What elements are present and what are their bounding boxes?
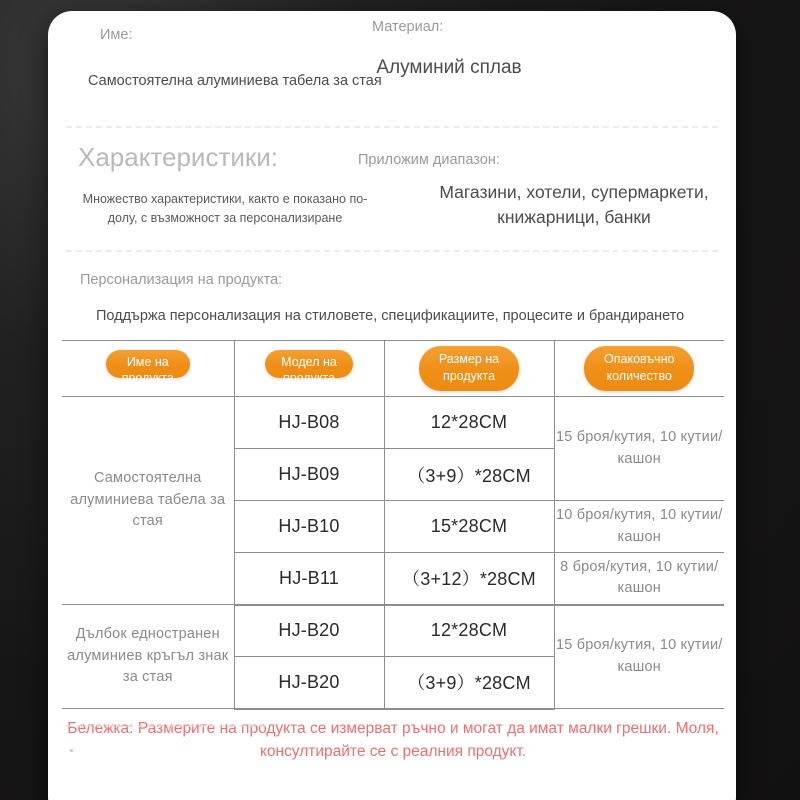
customization-label: Персонализация на продукта: (80, 272, 283, 288)
cell-category: Самостоятелна алуминиева табела за стая (62, 397, 234, 605)
table-row (62, 397, 724, 449)
cell-size: 12*28CM (384, 605, 554, 657)
cell-size: 15*28CM (384, 501, 554, 553)
header-pill-product-model (265, 350, 353, 386)
header-pill-line2: продукта (121, 371, 174, 386)
footer-note-text: Бележка: Размерите на продукта се измерват ръчно и могат да имат малки грешки. Моля, консултирайте се с реалния продукт. (67, 719, 719, 760)
cell-size: （3+9）*28CM (384, 449, 554, 501)
header-pill-line2: продукта (282, 371, 336, 386)
header-pill-line1: Име на (126, 354, 169, 369)
cell-model: HJ-B08 (234, 397, 384, 449)
table-header (62, 341, 724, 397)
ghost-dot (70, 749, 73, 752)
cell-model: HJ-B10 (234, 501, 384, 553)
features-range-section (62, 128, 722, 250)
header-cell-package-quantity (554, 341, 724, 397)
customization-section (62, 252, 722, 340)
cell-category: Дълбок едностранен алуминиев кръгъл знак за стая (62, 605, 234, 709)
cell-package-quantity: 15 броя/кутия, 10 кутии/кашон (554, 605, 724, 709)
header-pill-package-quantity (584, 346, 694, 391)
header-pill-line1: Опаковъчно (604, 352, 675, 367)
features-text: Множество характеристики, както е показано по-долу, с възможност за персонализиране (82, 192, 368, 226)
cell-package-quantity: 10 броя/кутия, 10 кутии/кашон (554, 501, 724, 553)
header-pill-product-name (106, 350, 190, 386)
cell-package-quantity: 8 броя/кутия, 10 кутии/кашон (554, 553, 724, 605)
name-label: Име: (100, 27, 133, 43)
name-value: Самостоятелна алуминиева табела за стая (88, 73, 382, 89)
header-pill-line2: продукта (442, 369, 496, 383)
range-label: Приложим диапазон: (358, 152, 500, 168)
header-pill-product-size (419, 346, 519, 391)
cell-model: HJ-B11 (234, 553, 384, 605)
header-pill-line2: количество (606, 369, 672, 383)
material-value: Алуминий сплав (376, 57, 522, 78)
ghost-dashed-line (66, 725, 266, 727)
footer-note (62, 717, 724, 764)
name-material-section (62, 11, 722, 126)
material-label: Материал: (372, 19, 444, 35)
cell-size: 12*28CM (384, 397, 554, 449)
cell-model: HJ-B20 (234, 605, 384, 657)
header-pill-line1: Модел на (281, 354, 337, 369)
header-pill-line1: Размер на (438, 352, 500, 367)
specification-table (62, 340, 724, 710)
product-spec-card (48, 11, 736, 800)
header-cell-product-name (62, 341, 234, 397)
cell-package-quantity: 15 броя/кутия, 10 кутии/кашон (554, 397, 724, 501)
table-header-row (62, 341, 724, 397)
header-cell-product-model (234, 341, 384, 397)
features-title: Характеристики: (78, 142, 279, 172)
cell-size: （3+12）*28CM (384, 553, 554, 605)
range-value: Магазини, хотели, супермаркети, книжарници, банки (439, 182, 709, 228)
cell-size: （3+9）*28CM (384, 657, 554, 709)
table-row (62, 605, 724, 657)
customization-value: Поддържа персонализация на стиловете, спецификациите, процесите и брандирането (96, 308, 685, 324)
table-body (62, 397, 724, 709)
cell-model: HJ-B20 (234, 657, 384, 709)
cell-model: HJ-B09 (234, 449, 384, 501)
header-cell-product-size (384, 341, 554, 397)
